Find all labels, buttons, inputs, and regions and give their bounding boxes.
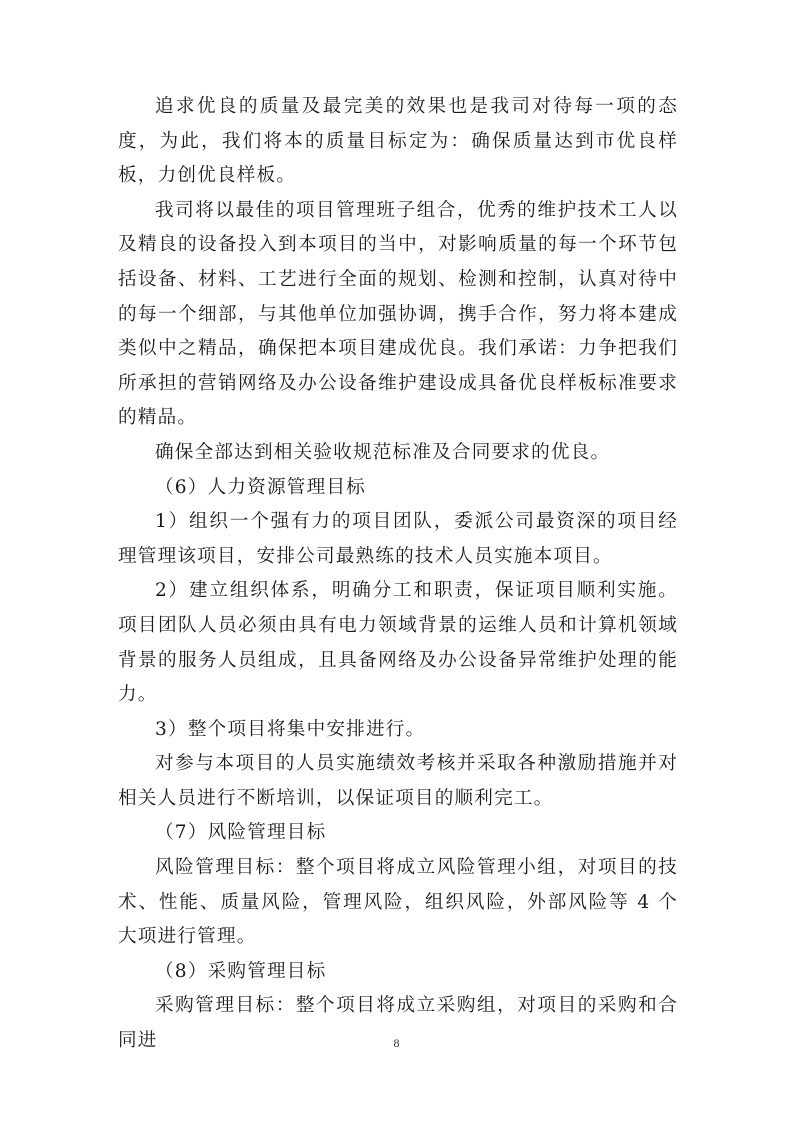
- document-page: [118, 90, 678, 1059]
- paragraph-performance-training: 对参与本项目的人员实施绩效考核并采取各种激励措施并对相关人员进行不断培训，以保证项目的顺利完工。: [118, 753, 678, 809]
- paragraph-procurement-goal: 采购管理目标：整个项目将成立采购组，对项目的采购和合同进: [118, 995, 678, 1052]
- paragraph-hr-item-2: 2）建立组织体系，明确分工和职责，保证项目顺利实施。项目团队人员必须由具有电力领域背景的运维人员和计算机领域背景的服务人员组成，且具备网络及办公设备异常维护处理的能力。: [118, 580, 678, 706]
- page-number: 8: [393, 1036, 400, 1050]
- paragraph-hr-item-1: 1）组织一个强有力的项目团队，委派公司最资深的项目经理管理该项目，安排公司最熟练的技术人员实施本项目。: [118, 511, 678, 567]
- section-heading-hr-management: （6）人力资源管理目标: [155, 476, 366, 498]
- paragraph-project-team-commitment: 我司将以最佳的项目管理班子组合，优秀的维护技术工人以及精良的设备投入到本项目的当中，对影响质量的每一个环节包括设备、材料、工艺进行全面的规划、检测和控制，认真对待中的每一个细部，与其他单位加强协调，携手合作，努力将本建成类似中之精品，确保把本项目建成优良。我们承诺：力争把我们所承担的营销网络及办公设备维护建设成具备优良样板标准要求的精品。: [118, 199, 678, 429]
- paragraph-hr-item-3: 3）整个项目将集中安排进行。: [155, 718, 426, 740]
- paragraph-risk-management-goal: 风险管理目标：整个项目将成立风险管理小组，对项目的技术、性能、质量风险，管理风险，组织风险，外部风险等 4 个大项进行管理。: [118, 857, 678, 948]
- section-heading-procurement-management: （8）采购管理目标: [155, 960, 327, 982]
- paragraph-acceptance-standard: 确保全部达到相关验收规范标准及合同要求的优良。: [155, 441, 611, 463]
- section-heading-risk-management: （7）风险管理目标: [155, 822, 327, 844]
- paragraph-quality-goal: 追求优良的质量及最完美的效果也是我司对待每一项的态度，为此，我们将本的质量目标定为：确保质量达到市优良样板，力创优良样板。: [118, 96, 678, 187]
